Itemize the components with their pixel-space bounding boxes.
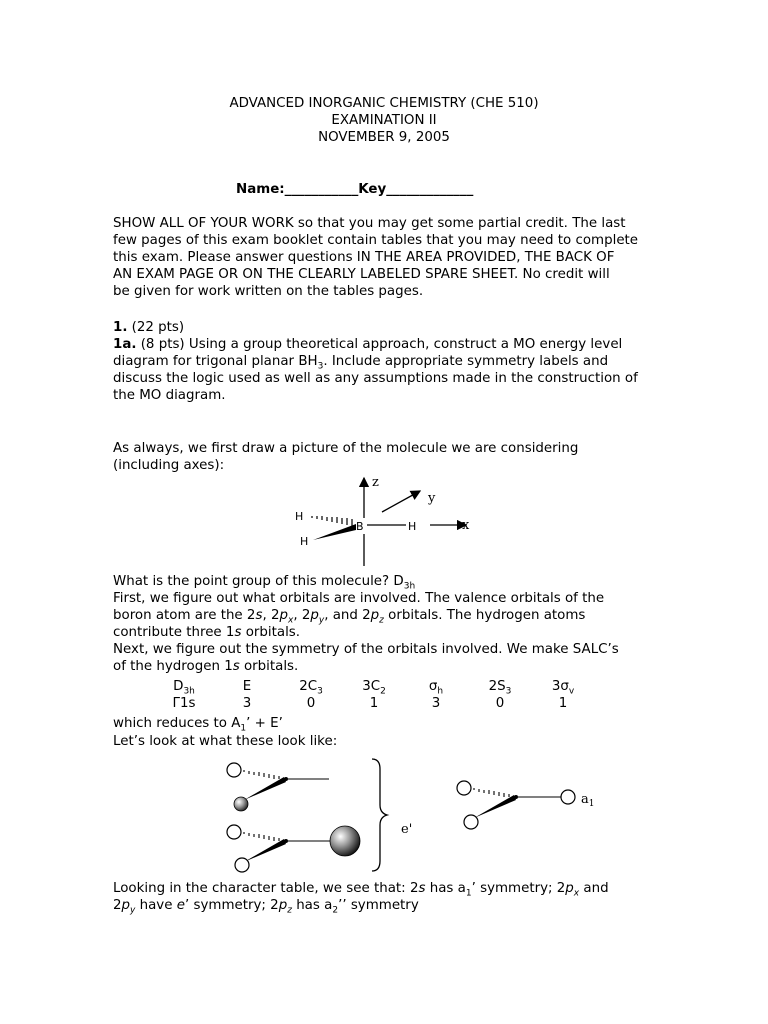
question-1a-line-4: the MO diagram. [113, 388, 226, 403]
symmetry-line-1: Next, we figure out the symmetry of the orbitals involved. We make SALC’s [113, 642, 619, 657]
table-header-2c3: $2C_3$ [299, 679, 323, 697]
question-number: 1. [113, 320, 128, 335]
character-table-line-1: Looking in the character table, we see that: 2s has $a_1$’ symmetry; $2p_x$ and [113, 881, 609, 899]
reduces-to-line: which reduces to $A_1$’ + E’ [113, 716, 283, 734]
boron-label: B [356, 520, 364, 533]
orbitals-line-3: contribute three 1s orbitals. [113, 625, 301, 640]
answer-intro-line-1: As always, we first draw a picture of the molecule we are considering [113, 441, 579, 456]
salc-diagrams [222, 755, 602, 880]
instructions-line-3: this exam. Please answer questions IN THE AREA PROVIDED, THE BACK OF [113, 250, 615, 265]
question-1a-label: 1a. [113, 337, 137, 352]
table-cell: 0 [495, 696, 505, 711]
hydrogen-lower-left: H [300, 535, 309, 548]
character-table-line-2: $2p_y$ have e’ symmetry; $2p_z$ has $a_2$’’ symmetry [113, 898, 419, 916]
x-label: x [462, 518, 470, 533]
hydrogen-right: H [408, 520, 417, 533]
instructions-line-5: be given for work written on the tables pages. [113, 284, 424, 299]
table-header-3c2: $3C_2$ [362, 679, 386, 697]
symmetry-line-2: of the hydrogen 1s orbitals. [113, 659, 299, 674]
table-header-3sigma-v: $3\sigma_v$ [551, 679, 575, 697]
brace [372, 759, 387, 871]
z-label: z [372, 475, 379, 490]
table-header-e: E [242, 679, 252, 694]
table-header-2s3: $2S_3$ [488, 679, 512, 697]
salc-e-prime-1 [227, 763, 329, 811]
instructions-line-4: AN EXAM PAGE OR ON THE CLEARLY LABELED SPARE SHEET. No credit will [113, 267, 610, 282]
table-header-d3h: $D_{3h}$ [173, 679, 195, 697]
salc-e-prime-2 [227, 825, 360, 872]
question-1-heading [113, 319, 184, 336]
orbitals-line-2: boron atom are the 2s, $2p_x$, $2p_y$, and $2p_z$ orbitals. The hydrogen atoms [113, 608, 586, 626]
salc-a1-prime [457, 781, 575, 829]
table-cell: 3 [242, 696, 252, 711]
table-row-label: Γ1s [172, 696, 196, 711]
instructions-line-2: few pages of this exam booklet contain tables that you may need to complete [113, 233, 639, 248]
look-like-line: Let’s look at what these look like: [113, 734, 338, 749]
y-label: y [428, 491, 436, 506]
name-line: Name:___________Key_____________ [236, 182, 474, 197]
table-cell: 0 [306, 696, 316, 711]
bh3-molecule-diagram [290, 472, 480, 572]
course-title: ADVANCED INORGANIC CHEMISTRY (CHE 510) [229, 96, 539, 111]
point-group-question: What is the point group of this molecule? $D_{3h}$ [113, 574, 416, 592]
question-1a-line-1: 1a. (8 pts) Using a group theoretical approach, construct a MO energy level [113, 337, 623, 352]
e-prime-label: e' [401, 822, 413, 837]
instructions-line-1: SHOW ALL OF YOUR WORK so that you may get some partial credit. The last [113, 216, 626, 231]
hashed-bond [312, 516, 352, 526]
y-axis-arrow [382, 491, 420, 512]
table-cell: 1 [369, 696, 379, 711]
exam-title: EXAMINATION II [331, 113, 437, 128]
table-cell: 1 [558, 696, 568, 711]
table-cell: 3 [431, 696, 441, 711]
question-1a-line-3: discuss the logic used as well as any assumptions made in the construction of [113, 371, 638, 386]
a1-label: $a_1$ [581, 792, 595, 809]
exam-date: NOVEMBER 9, 2005 [318, 130, 450, 145]
orbitals-line-1: First, we figure out what orbitals are involved. The valence orbitals of the [113, 591, 605, 606]
hydrogen-upper-left: H [295, 510, 304, 523]
question-1a-line-2: diagram for trigonal planar $BH_3$. Include appropriate symmetry labels and [113, 354, 609, 372]
question-points: (22 pts) [127, 320, 185, 335]
table-header-sigma-h: $\sigma_h$ [428, 679, 444, 697]
wedge-bond [313, 524, 356, 540]
answer-intro-line-2: (including axes): [113, 458, 225, 473]
